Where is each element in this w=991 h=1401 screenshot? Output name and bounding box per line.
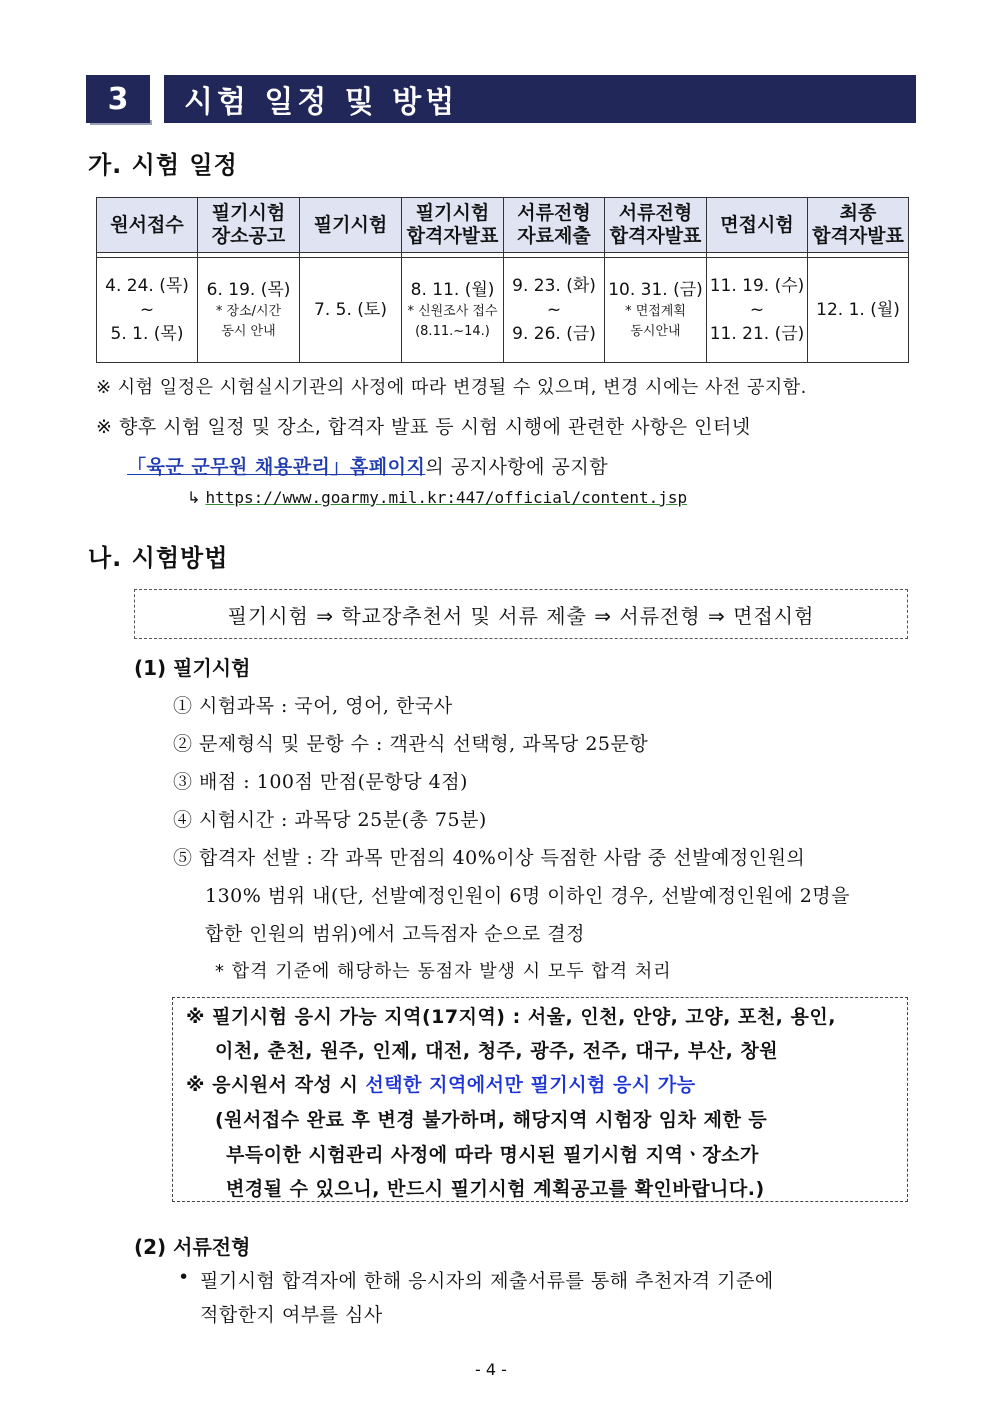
docs-line-1: 필기시험 합격자에 한해 응시자의 제출서류를 통해 추천자격 기준에	[200, 1270, 774, 1292]
date-cell: 6. 19. (목) * 장소/시간 동시 안내	[198, 258, 300, 363]
date-cell: 8. 11. (월) * 신원조사 접수 (8.11.~14.)	[402, 258, 504, 363]
written-item-1: ① 시험과목 : 국어, 영어, 한국사	[173, 695, 453, 717]
header-cell: 서류전형 자료제출	[504, 198, 605, 253]
region-line-6: 변경될 수 있으니, 반드시 필기시험 계획공고를 확인바랍니다.)	[226, 1178, 765, 1200]
written-item-5: ⑤ 합격자 선발 : 각 과목 만점의 40%이상 득점한 사람 중 선발예정인원의	[173, 847, 806, 869]
header-cell: 필기시험 합격자발표	[402, 198, 504, 253]
docs-heading: (2) 서류전형	[134, 1235, 251, 1259]
schedule-note-3	[127, 452, 608, 479]
official-url-link[interactable]: https://www.goarmy.mil.kr:447/official/content.jsp	[205, 488, 688, 507]
exam-flow-box: 필기시험 ⇒ 학교장추천서 및 서류 제출 ⇒ 서류전형 ⇒ 면접시험	[134, 589, 908, 639]
date-cell: 9. 23. (화) ~ 9. 26. (금)	[504, 258, 605, 363]
schedule-table	[96, 197, 909, 363]
header-cell: 원서접수	[97, 198, 198, 253]
written-item-4: ④ 시험시간 : 과목당 25분(총 75분)	[173, 809, 487, 831]
section-title: 시험 일정 및 방법	[164, 75, 916, 123]
date-cell: 11. 19. (수) ~ 11. 21. (금)	[707, 258, 808, 363]
docs-line-2: 적합한지 여부를 심사	[200, 1304, 383, 1326]
schedule-date-row	[97, 258, 909, 363]
region-line-4: (원서접수 완료 후 변경 불가하며, 해당지역 시험장 임차 제한 등	[215, 1109, 768, 1131]
region-line-2: 이천, 춘천, 원주, 인제, 대전, 청주, 광주, 전주, 대구, 부산, 창원	[215, 1040, 779, 1062]
section-number: 3	[86, 75, 150, 123]
schedule-header-row	[97, 198, 909, 253]
written-item-5-note: * 합격 기준에 해당하는 동점자 발생 시 모두 합격 처리	[215, 961, 672, 982]
header-cell: 최종 합격자발표	[808, 198, 909, 253]
written-item-3: ③ 배점 : 100점 만점(문항당 4점)	[173, 771, 468, 793]
region-line-5: 부득이한 시험관리 사정에 따라 명시된 필기시험 지역ㆍ장소가	[226, 1144, 759, 1166]
schedule-heading: 가. 시험 일정	[88, 151, 238, 179]
region-line-3: ※ 응시원서 작성 시 선택한 지역에서만 필기시험 응시 가능	[186, 1074, 696, 1096]
method-heading: 나. 시험방법	[88, 544, 229, 572]
date-cell: 7. 5. (토)	[300, 258, 402, 363]
written-item-5-line-2: 130% 범위 내(단, 선발예정인원이 6명 이하인 경우, 선발예정인원에 2명을	[205, 885, 851, 907]
region-emphasis: 선택한 지역에서만 필기시험 응시 가능	[365, 1074, 696, 1096]
date-cell: 12. 1. (월)	[808, 258, 909, 363]
header-cell: 필기시험	[300, 198, 402, 253]
schedule-note-2: ※ 향후 시험 일정 및 장소, 합격자 발표 등 시험 시행에 관련한 사항은 인터넷	[96, 416, 751, 438]
url-line	[187, 488, 687, 507]
written-item-2: ② 문제형식 및 문항 수 : 객관식 선택형, 과목당 25문항	[173, 733, 649, 755]
return-arrow-icon: ↳	[187, 488, 201, 507]
page-number: - 4 -	[475, 1360, 507, 1379]
header-cell: 서류전형 합격자발표	[605, 198, 707, 253]
written-item-5-line-3: 합한 인원의 범위)에서 고득점자 순으로 결정	[205, 923, 585, 945]
region-line-1: ※ 필기시험 응시 가능 지역(17지역) : 서울, 인천, 안양, 고양, 포천, 용인,	[186, 1006, 836, 1028]
recruit-homepage-link[interactable]: 「육군 군무원 채용관리」홈페이지	[127, 456, 426, 478]
date-cell: 4. 24. (목) ~ 5. 1. (목)	[97, 258, 198, 363]
schedule-note-3-rest: 의 공지사항에 공지함	[425, 456, 609, 478]
schedule-note-1: ※ 시험 일정은 시험실시기관의 사정에 따라 변경될 수 있으며, 변경 시에는 사전 공지함.	[96, 377, 807, 398]
header-cell: 면접시험	[707, 198, 808, 253]
written-exam-heading: (1) 필기시험	[134, 656, 251, 680]
header-cell: 필기시험 장소공고	[198, 198, 300, 253]
date-cell: 10. 31. (금) * 면접계획 동시안내	[605, 258, 707, 363]
docs-bullet: •	[178, 1266, 190, 1288]
